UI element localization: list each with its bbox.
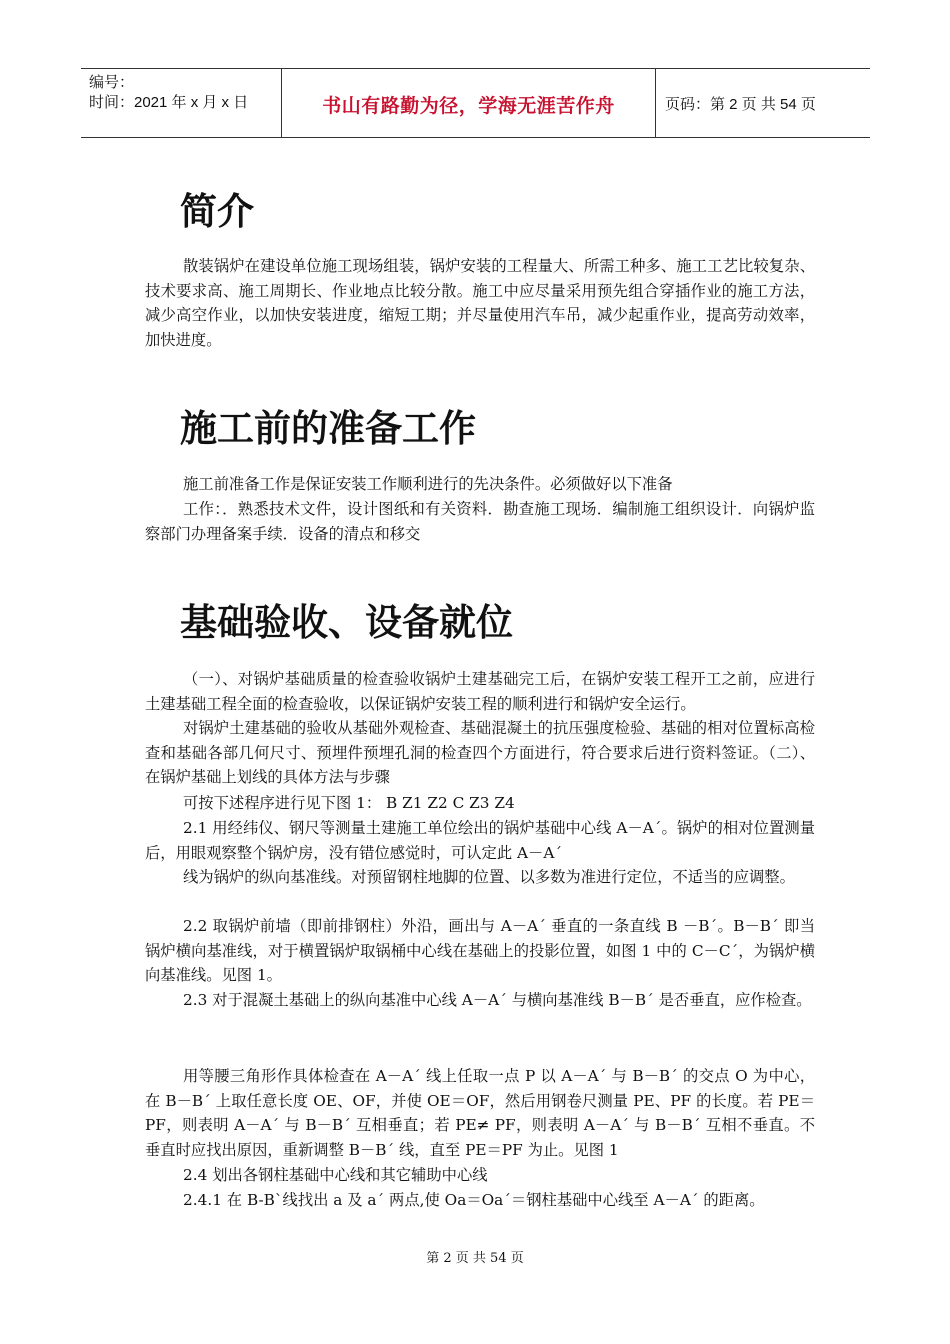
document-header: [81, 68, 870, 138]
section-title-preparation: 施工前的准备工作: [180, 407, 476, 450]
foundation-paragraph-3: 可按下述程序进行见下图 1： B Z1 Z2 C Z3 Z4: [183, 794, 515, 812]
document-date: 时间：2021 年 x 月 x 日: [89, 94, 249, 111]
foundation-paragraph-9: 2.4 划出各钢柱基础中心线和其它辅助中心线: [183, 1166, 488, 1184]
foundation-paragraph-2: 对锅炉土建基础的验收从基础外观检查、基础混凝土的抗压强度检验、基础的相对位置标高检查和基础各部几何尺寸、预埋件预埋孔洞的检查四个方面进行，符合要求后进行资料签证。（二）、在锅炉基础上划线的具体方法与步骤: [145, 719, 815, 786]
foundation-paragraph-1: （一）、对锅炉基础质量的检查验收锅炉土建基础完工后，在锅炉安装工程开工之前，应进行土建基础工程全面的检查验收，以保证锅炉安装工程的顺利进行和锅炉安全运行。: [145, 670, 815, 713]
document-number-label: 编号：: [89, 74, 135, 91]
section-title-foundation: 基础验收、设备就位: [180, 601, 513, 644]
header-motto-cell: [281, 69, 656, 137]
page-footer: 第 2 页 共 54 页: [426, 1251, 524, 1266]
header-motto: 书山有路勤为径，学海无涯苦作舟: [322, 95, 615, 117]
header-left-cell: [81, 69, 281, 137]
foundation-paragraph-7: 2.3 对于混凝土基础上的纵向基准中心线 A－A´ 与横向基准线 B－B´ 是否垂直，应作检查。: [183, 991, 812, 1009]
foundation-paragraph-5: 线为锅炉的纵向基准线。对预留钢柱地脚的位置、以多数为准进行定位，不适当的应调整。: [183, 868, 795, 886]
header-page-info: 页码：第 2 页 共 54 页: [665, 96, 816, 113]
foundation-paragraph-4: 2.1 用经纬仪、钢尺等测量土建施工单位绘出的锅炉基础中心线 A－A´。锅炉的相对位置测量后，用眼观察整个锅炉房，没有错位感觉时，可认定此 A－A´: [145, 819, 815, 862]
foundation-paragraph-6: 2.2 取锅炉前墙（即前排钢柱）外沿，画出与 A－A´ 垂直的一条直线 B －B´。B－B´ 即当锅炉横向基准线，对于横置锅炉取锅桶中心线在基础上的投影位置，如图 1 中的 C－C´，为锅炉横向基准线。见图 1。: [145, 917, 815, 984]
section-title-intro: 简介: [180, 190, 254, 233]
prep-paragraph-2: 工作：．熟悉技术文件，设计图纸和有关资料．勘查施工现场．编制施工组织设计．向锅炉监察部门办理备案手续．设备的清点和移交: [145, 500, 815, 543]
header-page-cell: [655, 69, 870, 137]
prep-paragraph-1: 施工前准备工作是保证安装工作顺利进行的先决条件。必须做好以下准备: [183, 475, 673, 493]
intro-paragraph: 散装锅炉在建设单位施工现场组装，锅炉安装的工程量大、所需工种多、施工工艺比较复杂、技术要求高、施工周期长、作业地点比较分散。施工中应尽量采用预先组合穿插作业的施工方法，减少高空作业，以加快安装进度，缩短工期；并尽量使用汽车吊，减少起重作业，提高劳动效率，加快进度。: [145, 257, 815, 349]
foundation-paragraph-8: 用等腰三角形作具体检查在 A－A´ 线上任取一点 P 以 A－A´ 与 B－B´ 的交点 O 为中心，在 B－B´ 上取任意长度 OE、OF，并使 OE＝OF，然后用钢卷尺测量 PE、PF 的长度。若 PE＝PF，则表明 A－A´ 与 B－B´ 互相垂直；若 PE≠ PF，则表明 A－A´ 与 B－B´ 互相不垂直。不垂直时应找出原因，重新调整 B－B´ 线，直至 PE＝PF 为止。见图 1: [145, 1067, 815, 1159]
foundation-paragraph-10: 2.4.1 在 B-B`线找出 a 及 a´ 两点,使 Oa＝Oa´＝钢柱基础中心线至 A－A´ 的距离。: [183, 1191, 765, 1209]
